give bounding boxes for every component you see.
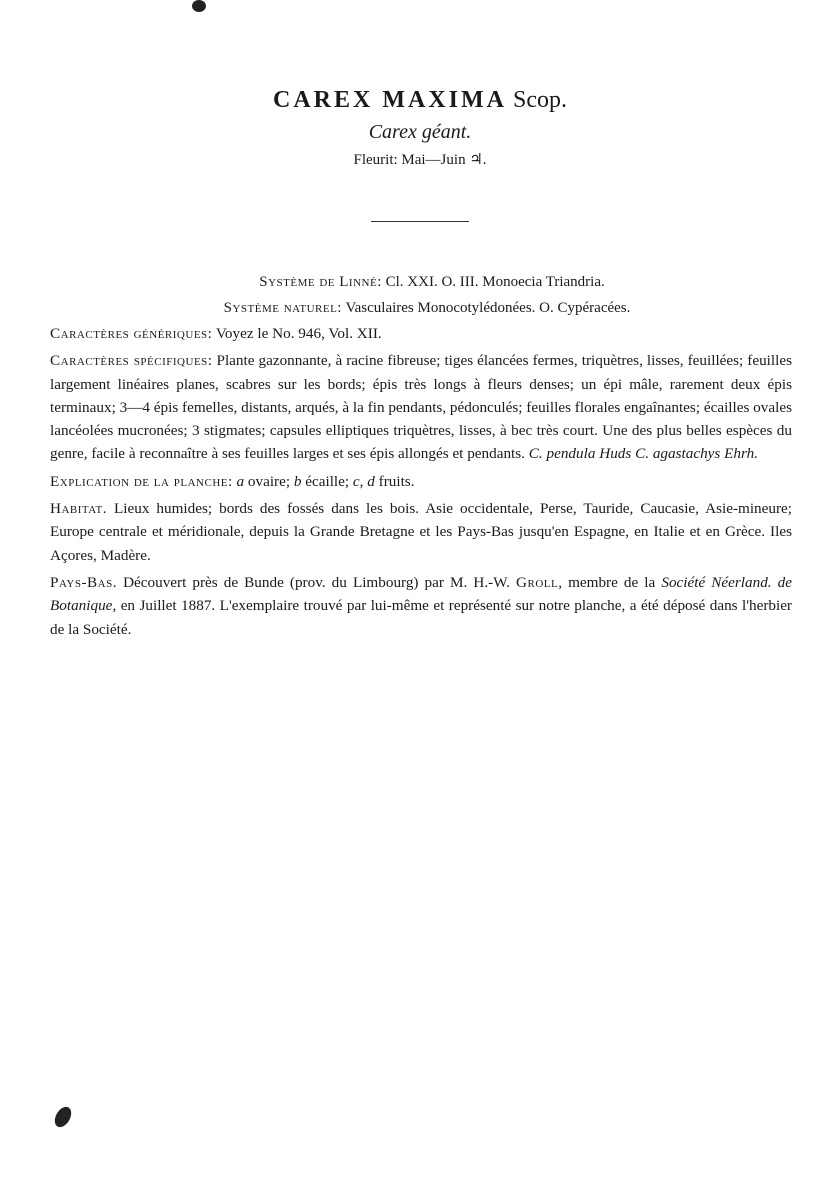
title-block (0, 84, 840, 172)
description-body (50, 322, 792, 645)
pays-bas-section (50, 571, 792, 641)
systeme-linne-label: Système de Linné: (259, 274, 382, 290)
generic-label: Caractères génériques: (50, 325, 213, 342)
figure-letter-b: b (293, 472, 302, 490)
specific-characters (50, 349, 792, 465)
specific-label: Caractères spécifiques: (50, 352, 213, 370)
collector-name: Groll (516, 573, 559, 591)
flowering-period: Fleurit: Mai—Juin ♃. (353, 152, 487, 168)
systeme-naturel-label: Système naturel: (223, 300, 342, 316)
ink-speck (192, 0, 206, 12)
specific-text: Plante gazonnante, à racine fibreuse; tiges élancées fermes, triquètres, lisses, feuillées; feuilles largement linéaires planes, scabres sur les bords; épis très longs à fleurs denses; un épi mâle, rarement deux épis terminaux; 3—4 épis femelles, distants, arqués, à la fin pendants, pédonculés; feuilles florales engaînantes; écailles ovales lancéolées mucronées; 3 stigmates; capsules elliptiques triquètres, lisses, à bec très court. Une des plus belles espèces du genre, facile à reconnaître à ses feuilles larges et ses épis allongés et pendants. (50, 352, 792, 463)
species-title (0, 84, 840, 116)
habitat-text: Lieux humides; bords des fossés dans les bois. Asie occidentale, Perse, Tauride, Caucasie, Asie-mineure; Europe centrale et méridionale, depuis la Grande Bretagne et les Pays-Bas jusqu'en Espagne, en Italie et en Grèce. Iles Açores, Madère. (50, 500, 792, 564)
habitat-label: Habitat. (50, 500, 107, 518)
systeme-naturel (0, 297, 840, 319)
pays-bas-label: Pays-Bas. (50, 573, 117, 591)
explication-label: Explication de la planche: (50, 472, 233, 490)
figure-letter-a: a (236, 472, 245, 490)
society-name: Société Néerland. de Botanique (50, 573, 793, 615)
specific-synonyms: C. pendula Huds C. agastachys Ehrh. (528, 445, 759, 463)
divider-rule (371, 221, 469, 222)
species-name: CAREX MAXIMA (273, 87, 507, 113)
pays-bas-text-3: , en Juillet 1887. L'exemplaire trouvé par lui-même et représenté sur notre planche, a été déposé dans l'herbier de la Société. (50, 597, 792, 638)
plate-explanation (50, 470, 792, 493)
generic-characters (50, 322, 792, 345)
generic-text: Voyez le No. 946, Vol. XII. (215, 325, 382, 342)
figure-letter-c: c, (352, 472, 364, 490)
pays-bas-text-1: Découvert près de Bunde (prov. du Limbourg) par M. H.-W. (123, 573, 510, 591)
ink-speck (51, 1104, 74, 1130)
species-author: Scop. (512, 87, 567, 113)
figure-letter-d: d (367, 472, 375, 490)
common-name: Carex géant. (368, 121, 472, 143)
systeme-linne-value: Cl. XXI. O. III. Monoecia Triandria. (385, 274, 605, 290)
habitat-section (50, 497, 792, 567)
systeme-linne (0, 271, 840, 293)
systeme-naturel-value: Vasculaires Monocotylédonées. O. Cypéracées. (345, 300, 631, 316)
figure-cd-text: fruits. (378, 472, 415, 490)
figure-a-text: ovaire; (247, 472, 291, 490)
figure-b-text: écaille; (305, 472, 350, 490)
pays-bas-text-2: , membre de la (558, 573, 656, 591)
